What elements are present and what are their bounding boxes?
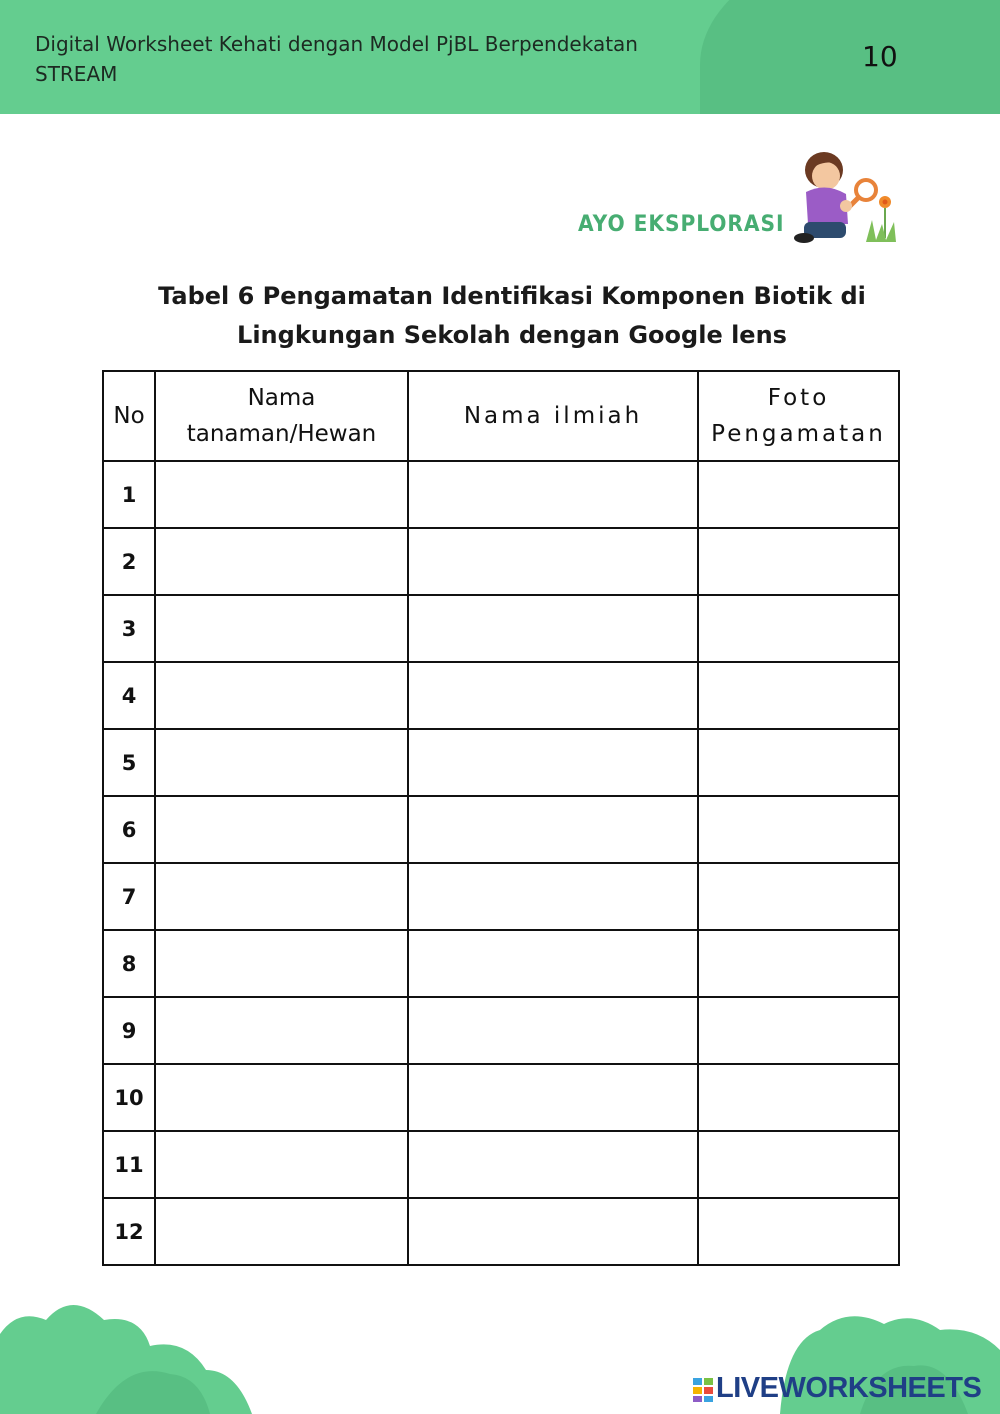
photo-cell[interactable]	[698, 1198, 899, 1265]
photo-cell[interactable]	[698, 461, 899, 528]
scientific-name-cell[interactable]	[408, 662, 698, 729]
table-row	[103, 1198, 899, 1265]
name-cell[interactable]	[155, 930, 408, 997]
explorer-kid-illustration	[790, 140, 910, 250]
photo-cell[interactable]	[698, 595, 899, 662]
header-scientific-name: Nama ilmiah	[408, 371, 698, 461]
table-row	[103, 461, 899, 528]
row-number: 1	[103, 461, 155, 528]
name-cell[interactable]	[155, 1131, 408, 1198]
row-number: 2	[103, 528, 155, 595]
header-name: Nama tanaman/Hewan	[155, 371, 408, 461]
row-number: 6	[103, 796, 155, 863]
scientific-name-cell[interactable]	[408, 863, 698, 930]
name-cell[interactable]	[155, 863, 408, 930]
scientific-name-cell[interactable]	[408, 595, 698, 662]
table-row	[103, 863, 899, 930]
scientific-name-cell[interactable]	[408, 461, 698, 528]
name-cell[interactable]	[155, 595, 408, 662]
section-label: AYO EKSPLORASI	[578, 212, 785, 237]
scientific-name-cell[interactable]	[408, 729, 698, 796]
page-header	[0, 0, 1000, 114]
page-number: 10	[862, 40, 898, 73]
liveworksheets-watermark: LIVEWORKSHEETS	[716, 1372, 982, 1404]
table-row	[103, 997, 899, 1064]
table-title: Tabel 6 Pengamatan Identifikasi Komponen Biotik di Lingkungan Sekolah dengan Google lens	[158, 282, 866, 349]
scientific-name-cell[interactable]	[408, 930, 698, 997]
header-no: No	[103, 371, 155, 461]
table-row	[103, 1131, 899, 1198]
table-header-row	[103, 371, 899, 461]
liveworksheets-logo-icon	[692, 1377, 714, 1403]
table-row	[103, 930, 899, 997]
row-number: 10	[103, 1064, 155, 1131]
table-row	[103, 1064, 899, 1131]
row-number: 12	[103, 1198, 155, 1265]
photo-cell[interactable]	[698, 997, 899, 1064]
row-number: 4	[103, 662, 155, 729]
scientific-name-cell[interactable]	[408, 1131, 698, 1198]
photo-cell[interactable]	[698, 528, 899, 595]
row-number: 11	[103, 1131, 155, 1198]
scientific-name-cell[interactable]	[408, 997, 698, 1064]
table-row	[103, 662, 899, 729]
scientific-name-cell[interactable]	[408, 528, 698, 595]
photo-cell[interactable]	[698, 863, 899, 930]
name-cell[interactable]	[155, 528, 408, 595]
observation-table	[102, 370, 900, 1266]
header-decoration	[700, 0, 1000, 114]
row-number: 7	[103, 863, 155, 930]
table-body	[103, 461, 899, 1265]
scientific-name-cell[interactable]	[408, 796, 698, 863]
name-cell[interactable]	[155, 1198, 408, 1265]
name-cell[interactable]	[155, 997, 408, 1064]
row-number: 9	[103, 997, 155, 1064]
header-title: Digital Worksheet Kehati dengan Model PjBL Berpendekatan STREAM	[35, 32, 638, 86]
photo-cell[interactable]	[698, 1131, 899, 1198]
name-cell[interactable]	[155, 1064, 408, 1131]
photo-cell[interactable]	[698, 662, 899, 729]
table-row	[103, 729, 899, 796]
row-number: 8	[103, 930, 155, 997]
table-row	[103, 796, 899, 863]
scientific-name-cell[interactable]	[408, 1198, 698, 1265]
photo-cell[interactable]	[698, 796, 899, 863]
table-row	[103, 528, 899, 595]
row-number: 5	[103, 729, 155, 796]
photo-cell[interactable]	[698, 1064, 899, 1131]
name-cell[interactable]	[155, 729, 408, 796]
photo-cell[interactable]	[698, 930, 899, 997]
name-cell[interactable]	[155, 796, 408, 863]
photo-cell[interactable]	[698, 729, 899, 796]
name-cell[interactable]	[155, 662, 408, 729]
row-number: 3	[103, 595, 155, 662]
name-cell[interactable]	[155, 461, 408, 528]
header-photo: Foto Pengamatan	[698, 371, 899, 461]
scientific-name-cell[interactable]	[408, 1064, 698, 1131]
table-row	[103, 595, 899, 662]
